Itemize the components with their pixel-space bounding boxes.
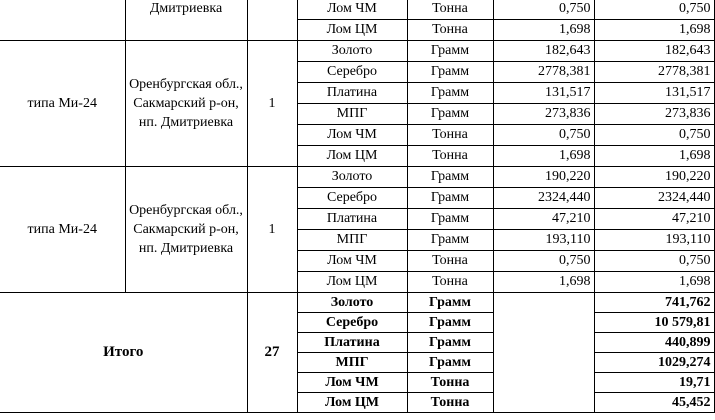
unit-cell: Тонна	[407, 272, 493, 293]
type-cell: типа Ми-24	[0, 41, 125, 167]
value2-cell: 182,643	[594, 41, 714, 62]
value2-cell: 2778,381	[594, 62, 714, 83]
total-material-cell: Платина	[297, 333, 407, 353]
total-material-cell: Лом ЧМ	[297, 373, 407, 393]
value1-cell: 1,698	[493, 20, 594, 41]
value1-cell: 47,210	[493, 209, 594, 230]
material-cell: Лом ЦМ	[297, 272, 407, 293]
value2-cell: 193,110	[594, 230, 714, 251]
total-unit-cell: Грамм	[407, 293, 493, 313]
value1-cell: 182,643	[493, 41, 594, 62]
total-unit-cell: Тонна	[407, 393, 493, 413]
total-value-cell: 19,71	[594, 373, 714, 393]
total-unit-cell: Тонна	[407, 373, 493, 393]
material-cell: Серебро	[297, 62, 407, 83]
value2-cell: 0,750	[594, 251, 714, 272]
total-unit-cell: Грамм	[407, 313, 493, 333]
value1-cell: 1,698	[493, 272, 594, 293]
material-cell: Золото	[297, 167, 407, 188]
material-cell: Платина	[297, 209, 407, 230]
unit-cell: Тонна	[407, 0, 493, 20]
total-value-cell: 45,452	[594, 393, 714, 413]
material-cell: Серебро	[297, 188, 407, 209]
total-value-cell: 440,899	[594, 333, 714, 353]
value1-cell: 2778,381	[493, 62, 594, 83]
unit-cell: Тонна	[407, 125, 493, 146]
location-cell: Оренбургская обл., Сакмарский р-он, нп. Дмитриевка	[125, 167, 247, 293]
value2-cell: 47,210	[594, 209, 714, 230]
unit-cell: Грамм	[407, 230, 493, 251]
value2-cell: 2324,440	[594, 188, 714, 209]
unit-cell: Тонна	[407, 146, 493, 167]
total-material-cell: МПГ	[297, 353, 407, 373]
quantity-cell: 1	[247, 167, 297, 293]
unit-cell: Грамм	[407, 62, 493, 83]
material-cell: Лом ЧМ	[297, 251, 407, 272]
quantity-cell: 1	[247, 41, 297, 167]
total-value-cell: 1029,274	[594, 353, 714, 373]
quantity-cell	[247, 0, 297, 41]
unit-cell: Грамм	[407, 209, 493, 230]
value2-cell: 190,220	[594, 167, 714, 188]
type-cell	[0, 0, 125, 41]
value1-cell: 0,750	[493, 125, 594, 146]
table-row	[0, 0, 714, 20]
location-cell: Оренбургская обл., Сакмарский р-он, нп. Дмитриевка	[125, 41, 247, 167]
unit-cell: Грамм	[407, 83, 493, 104]
total-label: Итого	[0, 293, 247, 413]
total-value-cell: 10 579,81	[594, 313, 714, 333]
value2-cell: 1,698	[594, 20, 714, 41]
value2-cell: 131,517	[594, 83, 714, 104]
unit-cell: Грамм	[407, 41, 493, 62]
value2-cell: 1,698	[594, 146, 714, 167]
total-material-cell: Лом ЦМ	[297, 393, 407, 413]
value2-cell: 0,750	[594, 125, 714, 146]
value1-cell: 0,750	[493, 251, 594, 272]
unit-cell: Тонна	[407, 251, 493, 272]
table-row	[0, 41, 714, 62]
total-value-cell: 741,762	[594, 293, 714, 313]
material-cell: Лом ЧМ	[297, 0, 407, 20]
material-cell: МПГ	[297, 104, 407, 125]
value1-cell: 2324,440	[493, 188, 594, 209]
unit-cell: Грамм	[407, 104, 493, 125]
unit-cell: Тонна	[407, 20, 493, 41]
value1-cell: 193,110	[493, 230, 594, 251]
location-cell: Дмитриевка	[125, 0, 247, 41]
material-cell: Платина	[297, 83, 407, 104]
material-cell: Лом ЧМ	[297, 125, 407, 146]
unit-cell: Грамм	[407, 188, 493, 209]
value1-cell: 190,220	[493, 167, 594, 188]
total-unit-cell: Грамм	[407, 353, 493, 373]
total-material-cell: Серебро	[297, 313, 407, 333]
total-unit-cell: Грамм	[407, 333, 493, 353]
material-cell: Золото	[297, 41, 407, 62]
value2-cell: 1,698	[594, 272, 714, 293]
unit-cell: Грамм	[407, 167, 493, 188]
material-cell: Лом ЦМ	[297, 146, 407, 167]
total-material-cell: Золото	[297, 293, 407, 313]
value1-cell: 0,750	[493, 0, 594, 20]
value2-cell: 0,750	[594, 0, 714, 20]
value1-cell: 1,698	[493, 146, 594, 167]
material-cell: МПГ	[297, 230, 407, 251]
total-quantity: 27	[247, 293, 297, 413]
total-row	[0, 293, 714, 313]
value2-cell: 273,836	[594, 104, 714, 125]
table-row	[0, 167, 714, 188]
material-cell: Лом ЦМ	[297, 20, 407, 41]
value1-cell: 131,517	[493, 83, 594, 104]
value1-cell: 273,836	[493, 104, 594, 125]
type-cell: типа Ми-24	[0, 167, 125, 293]
total-empty-cell	[493, 293, 594, 413]
